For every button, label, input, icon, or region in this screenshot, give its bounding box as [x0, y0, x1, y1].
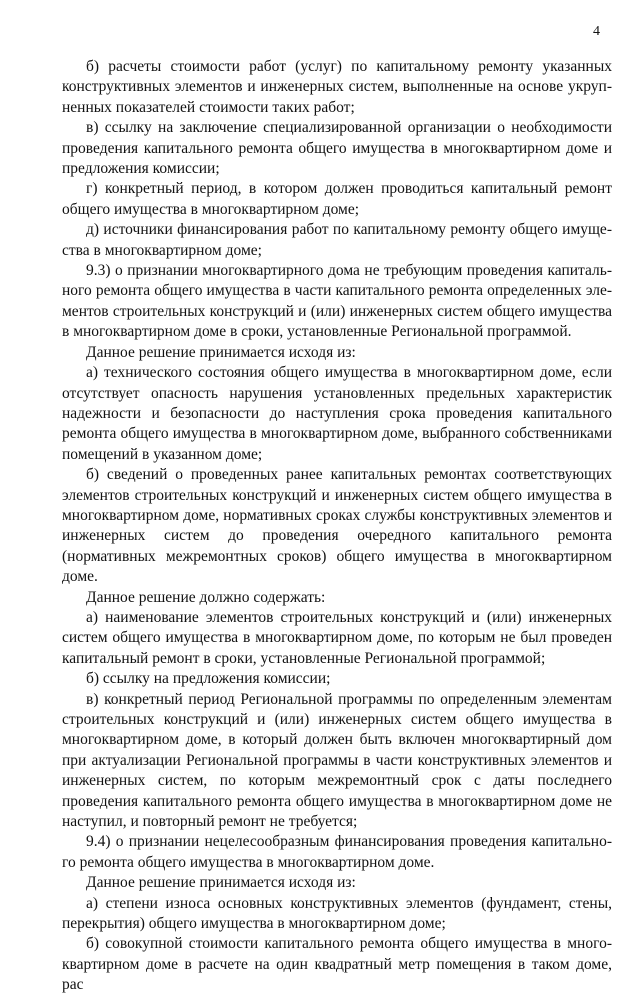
paragraph-9-4-inexpedient-funding: 9.4) о признании нецелесообразным финансирования проведения капитального ремонта общего имущества в многоквартирном доме. — [62, 833, 612, 871]
paragraph-d-funding-sources: д) источники финансирования работ по капитальному ремонту общего имущества в многоквартирном доме; — [62, 221, 612, 259]
paragraph-g-repair-period: г) конкретный период, в котором должен проводиться капитальный ремонт общего имущества в многоквартирном доме; — [62, 180, 612, 218]
page-number: 4 — [593, 24, 600, 39]
paragraph-decision-basis: Данное решение принимается исходя из: — [86, 343, 356, 361]
paragraph-b-total-cost: б) совокупной стоимости капитального ремонта общего имущества в многоквартирном доме в расчете на один квадратный метр помещения в таком доме, рас — [62, 935, 612, 994]
paragraph-b-previous-repairs: б) сведений о проведенных ранее капитальных ремонтах соответствующих элементов строительных конструкций и инженерных систем общего имущества в многоквартирном доме, нормативных сроках службы конструктивных элементов и инженерных систем до проведения очередного капитального ремонта (нормативных межремонтных сроков) общего имущества в многоквартирном доме. — [62, 466, 612, 586]
paragraph-decision-contents: Данное решение должно содержать: — [86, 588, 326, 606]
paragraph-a-technical-condition: а) технического состояния общего имущества в многоквартирном доме, если отсутствует опасность нарушения установленных предельных характеристик надежности и безопасности до наступления срока проведения капитального ремонта общего имущества в многоквартирном доме, выбранного собственниками помещений в указанном доме; — [62, 364, 612, 463]
paragraph-9-3-no-repair-needed: 9.3) о признании многоквартирного дома не требующим проведения капитального ремонта общего имущества в части капитального ремонта определенных элементов строительных конструкций и (или) инженерных систем общего имущества в многоквартирном доме в сроки, установленные Региональной программой. — [62, 262, 612, 341]
paragraph-decision-basis-2: Данное решение принимается исходя из: — [86, 874, 356, 892]
paragraph-v-program-period: в) конкретный период Региональной программы по определенным элементам строительных конструкций и (или) инженерных систем общего имущества в многоквартирном доме, в который должен быть включен многоквартирный дом при актуализации Региональной программы в части конструктивных элементов и инженерных систем, по которым межремонтный срок с даты последнего проведения капитального ремонта общего имущества в многоквартирном доме не наступил, и повторный ремонт не требуется; — [62, 690, 612, 831]
document-body — [62, 57, 612, 996]
paragraph-b-cost-calculations: б) расчеты стоимости работ (услуг) по капитальному ремонту указанных конструктивных элементов и инженерных систем, выполненные на основе укрупненных показателей стоимости таких работ; — [62, 58, 612, 116]
paragraph-b-commission-reference: б) ссылку на предложения комиссии; — [86, 670, 331, 688]
paragraph-v-specialist-conclusion: в) ссылку на заключение специализированной организации о необходимости проведения капитального ремонта общего имущества в многоквартирном доме и предложения комиссии; — [62, 119, 612, 178]
paragraph-a-wear-degree: а) степени износа основных конструктивных элементов (фундамент, стены, перекрытия) общего имущества в многоквартирном доме; — [62, 894, 612, 933]
paragraph-a-elements-list: а) наименование элементов строительных конструкций и (или) инженерных систем общего имущества в многоквартирном доме, по которым не был проведен капитальный ремонт в сроки, установленные Региональной программой; — [62, 608, 612, 667]
